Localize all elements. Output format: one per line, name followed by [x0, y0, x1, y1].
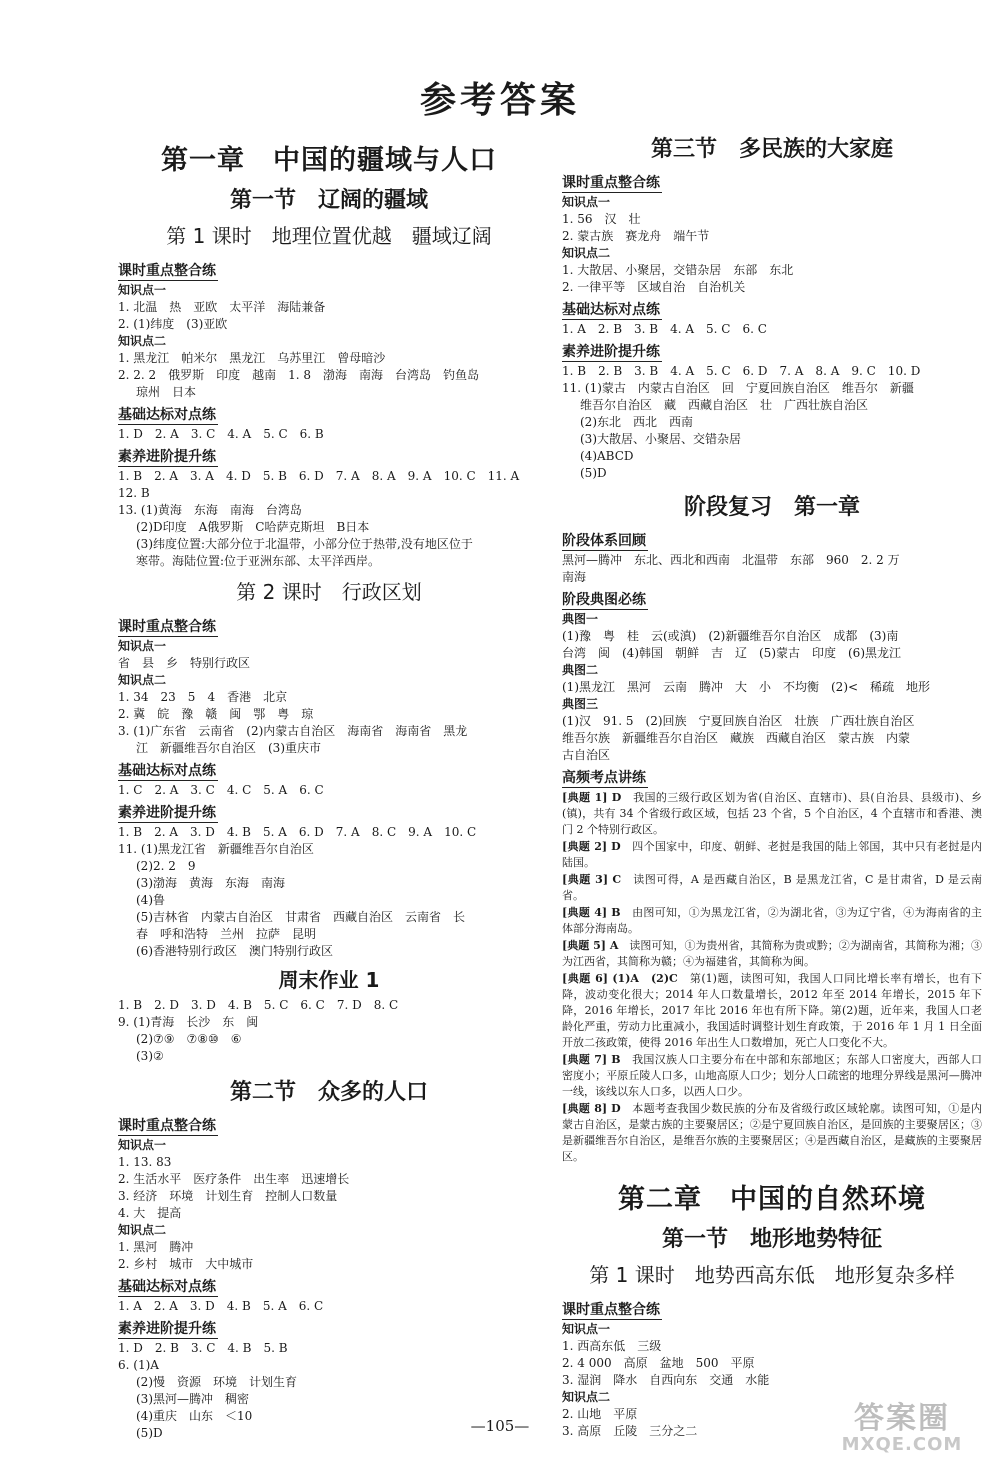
typical-question-tag: [典题 2] D [562, 840, 621, 853]
answer-line: 1. 黑河 腾冲 [118, 1240, 194, 1254]
typical-question-tag: [典题 1] D [562, 791, 622, 804]
typical-question [562, 905, 982, 937]
typical-question-tag: [典题 3] C [562, 873, 622, 886]
typical-question-tag: [典题 6] (1)A (2)C [562, 972, 678, 985]
block-title: 阶段体系回顾 [562, 530, 648, 551]
answer-line: 1. A 2. B 3. B 4. A 5. C 6. C [562, 322, 767, 336]
answer-line: 4. 大 提高 [118, 1206, 182, 1220]
knowledge-point: 知识点一 [562, 195, 611, 209]
answer-line: 1. D 2. B 3. C 4. B 5. B [118, 1341, 288, 1355]
answer-line: 13. (1)黄海 东海 南海 台湾岛 [118, 503, 302, 517]
answer-line: 1. 56 汉 壮 [562, 212, 641, 226]
answer-line: 1. A 2. A 3. D 4. B 5. A 6. C [118, 1299, 324, 1313]
answer-line: (4)ABCD [580, 449, 634, 463]
block-title: 基础达标对点练 [118, 1276, 218, 1297]
left-column [118, 128, 540, 1442]
answer-line: (5)D [580, 466, 607, 480]
typical-question [562, 790, 982, 838]
answer-line: (3)大散居、小聚居、交错杂居 [580, 432, 741, 446]
answer-line: 2. 乡村 城市 大中城市 [118, 1257, 254, 1271]
answer-line: (1)黑龙江 黑河 云南 腾冲 大 小 不均衡 (2)< 稀疏 地形 [562, 680, 931, 694]
answer-line: (2)慢 资源 环境 计划生育 [136, 1375, 297, 1389]
block-title: 基础达标对点练 [562, 299, 662, 320]
answer-line: (3)纬度位置:大部分位于北温带，小部分位于热带,没有地区位于 [136, 537, 473, 551]
weekend-heading: 周末作业 1 [278, 968, 380, 992]
knowledge-point: 知识点二 [118, 673, 167, 687]
block-title: 素养进阶提升练 [118, 802, 218, 823]
answer-line: (4)鲁 [136, 893, 165, 907]
block-title: 基础达标对点练 [118, 760, 218, 781]
knowledge-point: 知识点一 [562, 1322, 611, 1336]
typical-question [562, 971, 982, 1051]
answer-line: 2. (1)纬度 (3)亚欧 [118, 317, 228, 331]
block-title: 素养进阶提升练 [118, 1318, 218, 1339]
answer-line: 3. 湿润 降水 自西向东 交通 水能 [562, 1373, 770, 1387]
typical-question-text: 由图可知，①为黑龙江省，②为湖北省，③为辽宁省，④为海南省的主体部分海南岛。 [562, 906, 982, 935]
answer-line: 6. (1)A [118, 1358, 159, 1372]
answer-line: 1. B 2. D 3. D 4. B 5. C 6. C 7. D 8. C [118, 998, 399, 1012]
answer-line: 2. 2. 2 俄罗斯 印度 越南 1. 8 渤海 南海 台湾岛 钓鱼岛 [118, 368, 480, 382]
answer-line: 3. 高原 丘陵 三分之二 [562, 1424, 698, 1438]
answer-line: 2. 一律平等 区域自治 自治机关 [562, 280, 746, 294]
answer-line: 1. B 2. A 3. D 4. B 5. A 6. D 7. A 8. C 9. A 10. C [118, 825, 477, 839]
answer-line: 1. C 2. A 3. C 4. C 5. A 6. C [118, 783, 324, 797]
chapter-heading: 第二章 中国的自然环境 [618, 1184, 926, 1215]
typical-question-text: 四个国家中，印度、朝鲜、老挝是我国的陆上邻国，其中只有老挝是内陆国。 [562, 840, 983, 869]
answer-line: 2. 山地 平原 [562, 1407, 638, 1421]
section-heading: 阶段复习 第一章 [683, 495, 860, 520]
answer-line: (6)香港特别行政区 澳门特别行政区 [136, 944, 333, 958]
typical-question-tag: [典题 7] B [562, 1053, 621, 1066]
knowledge-point: 知识点二 [118, 334, 167, 348]
answer-line: (1)汉 91. 5 (2)回族 宁夏回族自治区 壮族 广西壮族自治区 [562, 714, 915, 728]
right-column [562, 128, 982, 1440]
block-title: 阶段典图必练 [562, 589, 648, 610]
answer-line: (2)D印度 A俄罗斯 C哈萨克斯坦 B日本 [136, 520, 370, 534]
answer-line: 1. D 2. A 3. C 4. A 5. C 6. B [118, 427, 324, 441]
answer-line: (5)吉林省 内蒙古自治区 甘肃省 西藏自治区 云南省 长 [136, 910, 466, 924]
lesson-heading: 第 1 课时 地理位置优越 疆域辽阔 [166, 224, 492, 248]
typical-map-label: 典图三 [562, 697, 599, 711]
typical-question-tag: [典题 5] A [562, 939, 619, 952]
section-heading: 第三节 多民族的大家庭 [650, 137, 893, 162]
typical-question [562, 872, 982, 904]
answer-line: 省 县 乡 特别行政区 [118, 656, 251, 670]
answer-line: 维吾尔自治区 藏 西藏自治区 壮 广西壮族自治区 [580, 398, 869, 412]
watermark-logo [822, 1393, 982, 1455]
answer-line: (3)渤海 黄海 东海 南海 [136, 876, 285, 890]
block-title: 课时重点整合练 [562, 172, 662, 193]
answer-line: 1. 13. 83 [118, 1155, 172, 1169]
answer-line: 12. B [118, 486, 150, 500]
answer-line: 2. 4 000 高原 盆地 500 平原 [562, 1356, 755, 1370]
answer-line: 11. (1)黑龙江省 新疆维吾尔自治区 [118, 842, 314, 856]
block-title: 课时重点整合练 [118, 1115, 218, 1136]
answer-line: 黑河—腾冲 东北、西北和西南 北温带 东部 960 2. 2 万 [562, 553, 900, 567]
knowledge-point: 知识点二 [118, 1223, 167, 1237]
answer-line: (1)豫 粤 桂 云(或滇) (2)新疆维吾尔自治区 成都 (3)南 [562, 629, 899, 643]
section-heading: 第一节 地形地势特征 [661, 1227, 882, 1252]
watermark-text: 答案圈 [854, 1401, 950, 1436]
typical-question-text: 读图可得，A 是西藏自治区，B 是黑龙江省，C 是甘肃省，D 是云南省。 [562, 873, 982, 902]
typical-question-text: 读图可知，①为贵州省，其简称为贵或黔；②为湖南省，其简称为湘；③为江西省，其简称为赣；④为福建省，其简称为闽。 [562, 939, 982, 968]
answer-line: (2)东北 西北 西南 [580, 415, 693, 429]
answer-line: 寒带。海陆位置:位于亚洲东部、太平洋西岸。 [136, 554, 381, 568]
answer-line: 1. 西高东低 三级 [562, 1339, 662, 1353]
answer-line: (5)D [136, 1426, 163, 1440]
answer-line: (3)黑河—腾冲 稠密 [136, 1392, 249, 1406]
answer-line: (2)2. 2 9 [136, 859, 196, 873]
block-title: 高频考点讲练 [562, 767, 648, 788]
chapter-heading: 第一章 中国的疆域与人口 [161, 145, 497, 176]
answer-line: 琼州 日本 [136, 385, 197, 399]
block-title: 课时重点整合练 [118, 616, 218, 637]
answer-line: 台湾 闽 (4)韩国 朝鲜 吉 辽 (5)蒙古 印度 (6)黑龙江 [562, 646, 901, 660]
typical-question-tag: [典题 4] B [562, 906, 621, 919]
typical-question [562, 1052, 982, 1100]
typical-question-text: 我国的三级行政区划为省(自治区、直辖市)、县(自治县、县级市)、乡(镇)，共有 34 个省级行政区域，包括 23 个省，5 个自治区，4 个直辖市和香港、澳门 2 个特别行政区。 [562, 791, 982, 836]
typical-map-label: 典图二 [562, 663, 599, 677]
section-heading: 第二节 众多的人口 [229, 1080, 428, 1105]
knowledge-point: 知识点一 [118, 283, 167, 297]
typical-question-text: 我国汉族人口主要分布在中部和东部地区；东部人口密度大，西部人口密度小；平原丘陵人口多，山地高原人口少；划分人口疏密的地理分界线是黑河—腾冲一线，该线以东人口多，以西人口少。 [562, 1053, 982, 1098]
answer-line: 南海 [562, 570, 587, 584]
page-number: —105— [470, 1417, 530, 1435]
answer-line: 11. (1)蒙古 内蒙古自治区 回 宁夏回族自治区 维吾尔 新疆 [562, 381, 914, 395]
watermark-url: MXQE.COM [841, 1434, 963, 1455]
answer-line: (3)② [136, 1049, 164, 1063]
typical-question-tag: [典题 8] D [562, 1102, 621, 1115]
lesson-heading: 第 2 课时 行政区划 [236, 580, 422, 604]
lesson-heading: 第 1 课时 地势西高东低 地形复杂多样 [589, 1263, 955, 1287]
answer-line: 1. 大散居、小聚居，交错杂居 东部 东北 [562, 263, 794, 277]
knowledge-point: 知识点二 [562, 246, 611, 260]
block-title: 课时重点整合练 [562, 1299, 662, 1320]
block-title: 素养进阶提升练 [118, 446, 218, 467]
knowledge-point: 知识点二 [562, 1390, 611, 1404]
knowledge-point: 知识点一 [118, 639, 167, 653]
typical-question-text: 第(1)题，读图可知，我国人口同比增长率有增长，也有下降，波动变化很大；2014 年人口数量增长，2012 年至 2014 年增长，2015 年下降，2016 年增长，2017 年比 2016 年也有所下降。第(2)题，近年来，我国人口老龄化严重，劳动力比重减小，我国适时调整计划生育政策，于 2016 年 1 月 1 日全面开放二孩政策，使得 2016 年出生人口数增加，死亡人口变化不大。 [562, 972, 982, 1049]
answer-line: 春 呼和浩特 兰州 拉萨 昆明 [136, 927, 317, 941]
answer-line: 3. (1)广东省 云南省 (2)内蒙古自治区 海南省 海南省 黑龙 [118, 724, 468, 738]
typical-question [562, 938, 982, 970]
answer-line: 1. 黑龙江 帕米尔 黑龙江 乌苏里江 曾母暗沙 [118, 351, 386, 365]
answer-line: 9. (1)青海 长沙 东 闽 [118, 1015, 259, 1029]
answer-line: 古自治区 [562, 748, 611, 762]
answer-line: 维吾尔族 新疆维吾尔自治区 藏族 西藏自治区 蒙古族 内蒙 [562, 731, 911, 745]
page-title: 参考答案 [419, 80, 580, 121]
answer-line: (2)⑦⑨ ⑦⑧⑩ ⑥ [136, 1032, 242, 1046]
knowledge-point: 知识点一 [118, 1138, 167, 1152]
answer-line: (4)重庆 山东 ＜10 [136, 1409, 253, 1423]
answer-line: 1. B 2. A 3. A 4. D 5. B 6. D 7. A 8. A 9. A 10. C 11. A [118, 469, 520, 483]
answer-line: 2. 蒙古族 赛龙舟 端午节 [562, 229, 710, 243]
answer-line: 1. 34 23 5 4 香港 北京 [118, 690, 288, 704]
answer-line: 2. 冀 皖 豫 赣 闽 鄂 粤 琼 [118, 707, 314, 721]
block-title: 课时重点整合练 [118, 260, 218, 281]
answer-line: 2. 生活水平 医疗条件 出生率 迅速增长 [118, 1172, 350, 1186]
answer-line: 江 新疆维吾尔自治区 (3)重庆市 [136, 741, 321, 755]
section-heading: 第一节 辽阔的疆域 [229, 188, 428, 213]
answer-line: 1. 北温 热 亚欧 太平洋 海陆兼备 [118, 300, 326, 314]
typical-question-text: 本题考查我国少数民族的分布及省级行政区域轮廓。读图可知，①是内蒙古自治区，是蒙古族的主要聚居区；②是宁夏回族自治区，是回族的主要聚居区；③是新疆维吾尔自治区，是维吾尔族的主要聚居区；④是西藏自治区，是藏族的主要聚居区。 [562, 1102, 983, 1163]
answer-line: 3. 经济 环境 计划生育 控制人口数量 [118, 1189, 338, 1203]
typical-question [562, 839, 982, 871]
block-title: 基础达标对点练 [118, 404, 218, 425]
answer-line: 1. B 2. B 3. B 4. A 5. C 6. D 7. A 8. A 9. C 10. D [562, 364, 921, 378]
block-title: 素养进阶提升练 [562, 341, 662, 362]
typical-question [562, 1101, 982, 1165]
typical-map-label: 典图一 [562, 612, 599, 626]
